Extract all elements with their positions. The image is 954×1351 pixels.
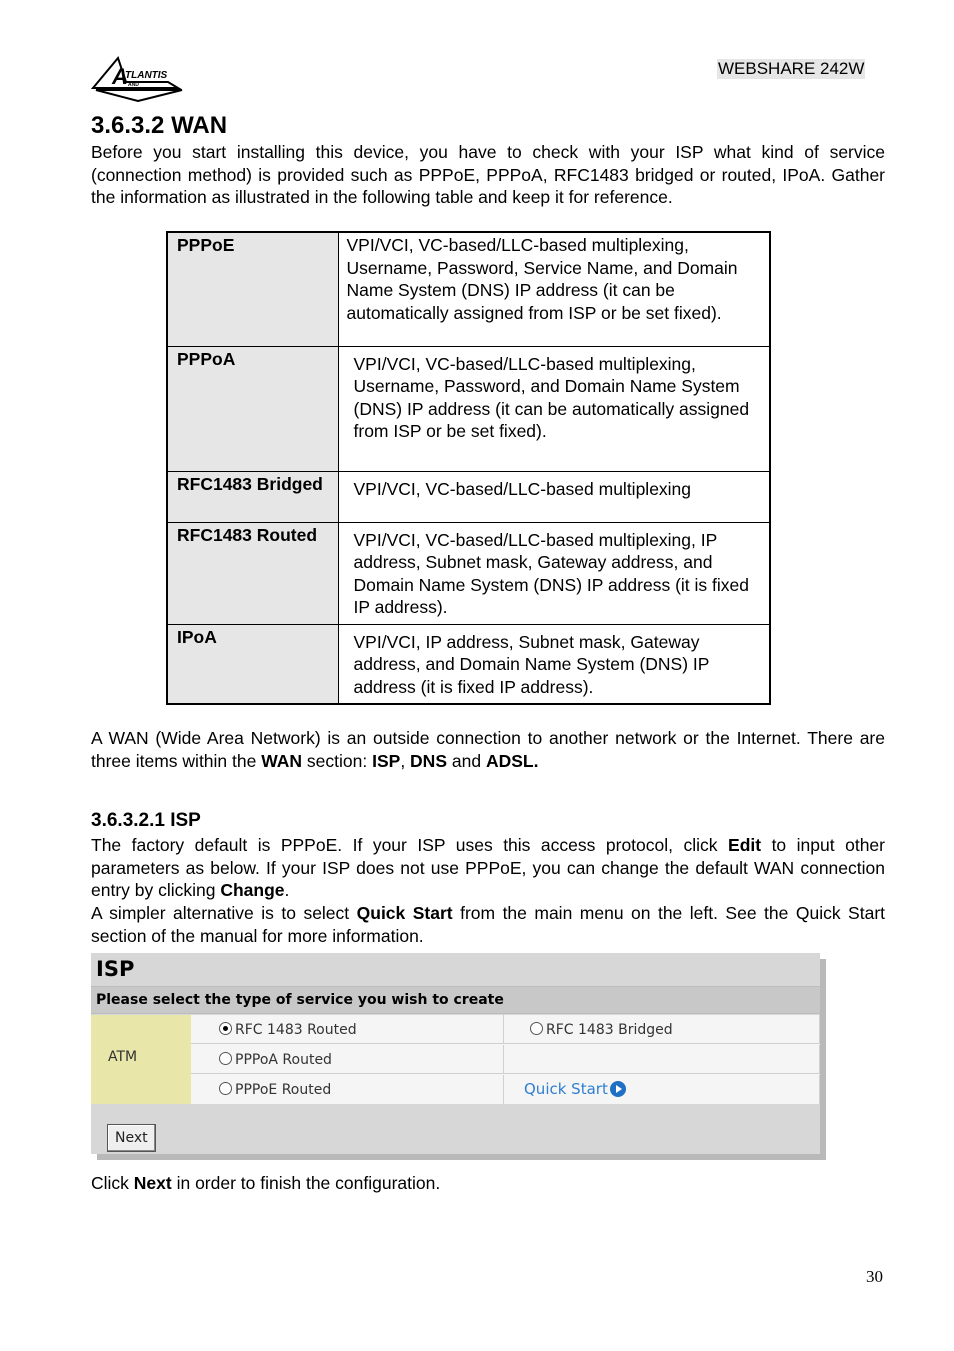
next-button[interactable]: Next <box>107 1124 156 1152</box>
info-cell: VPI/VCI, VC-based/LLC-based multiplexing, Username, Password, and Domain Name System (DNS) IP address (it can be automatically assigned from ISP or be set fixed). <box>338 346 770 471</box>
text-run: to input other parameters as below. If your ISP does not use PPPoE, you can change the default WAN connection entry by clicking <box>91 835 885 900</box>
page-number: 30 <box>866 1267 883 1286</box>
table-row <box>167 232 770 346</box>
svg-text:TLANTIS: TLANTIS <box>125 70 168 81</box>
quick-start-cell[interactable] <box>504 1075 820 1104</box>
bold-wan: WAN <box>261 750 303 771</box>
method-cell: PPPoE <box>167 232 338 346</box>
isp-subtitle: Please select the type of service you wish to create <box>96 992 504 1008</box>
table-row <box>167 471 770 522</box>
bold-edit: Edit <box>728 835 762 855</box>
label-rfc-routed: RFC 1483 Routed <box>235 1022 357 1038</box>
radio-rfc-bridged[interactable] <box>530 1022 543 1035</box>
bold-quick-start: Quick Start <box>356 903 453 923</box>
wan-paragraph <box>91 727 885 772</box>
radio-pppoe-routed[interactable] <box>219 1082 232 1095</box>
quick-start-link[interactable]: Quick Start <box>524 1080 608 1098</box>
label-pppoa-routed: PPPoA Routed <box>235 1052 332 1068</box>
closing-paragraph <box>91 1172 885 1195</box>
product-name: WEBSHARE 242W <box>718 59 865 78</box>
isp-paragraph <box>91 834 885 902</box>
option-cell[interactable] <box>191 1015 504 1044</box>
option-cell[interactable] <box>504 1015 820 1044</box>
method-cell: PPPoA <box>167 346 338 471</box>
text-run: section: <box>302 750 373 771</box>
info-cell: VPI/VCI, VC-based/LLC-based multiplexing, IP address, Subnet mask, Gateway address, and Domain Name System (DNS) IP address (it is fixed IP address). <box>338 522 770 624</box>
intro-paragraph: Before you start installing this device, you have to check with your ISP what kind of service (connection method) is provided such as PPPoE, PPPoA, RFC1483 bridged or routed, IPoA. Gather the information as illustrated in the following table and keep it for reference. <box>91 142 885 207</box>
bold-adsl: ADSL. <box>485 750 539 771</box>
bold-next: Next <box>133 1173 172 1193</box>
isp-subtitle-bar <box>91 986 820 1014</box>
atlantis-land-logo <box>88 54 188 102</box>
isp-panel-title: ISP <box>96 957 135 981</box>
method-cell: IPoA <box>167 624 338 704</box>
bold-change: Change <box>220 880 285 900</box>
method-cell: RFC1483 Routed <box>167 522 338 624</box>
isp-panel <box>91 953 820 1154</box>
text-run: The factory default is PPPoE. If your ISP uses this access protocol, click <box>91 835 729 855</box>
service-options-grid <box>191 1015 820 1104</box>
bold-isp: ISP <box>372 750 401 771</box>
bold-dns: DNS <box>410 750 447 771</box>
info-cell: VPI/VCI, VC-based/LLC-based multiplexing <box>338 471 770 522</box>
radio-rfc-routed[interactable] <box>219 1022 232 1035</box>
svg-text:AND: AND <box>128 82 139 88</box>
text-run: and <box>447 750 486 771</box>
empty-cell <box>504 1045 820 1074</box>
label-rfc-bridged: RFC 1483 Bridged <box>546 1022 673 1038</box>
info-cell: VPI/VCI, VC-based/LLC-based multiplexing, Username, Password, Service Name, and Domain Name System (DNS) IP address (it can be automatically assigned from ISP or be set fixed). <box>338 232 770 346</box>
text-run: Click <box>91 1173 134 1193</box>
subsection-title: 3.6.3.2.1 ISP <box>91 810 201 831</box>
atm-cell <box>91 1015 191 1104</box>
table-row <box>167 522 770 624</box>
option-cell[interactable] <box>191 1075 504 1104</box>
table-row <box>167 624 770 704</box>
atm-label: ATM <box>108 1049 138 1065</box>
text-run: A WAN (Wide Area Network) is an outside connection to another network or the Internet. There are three items within the <box>91 728 885 771</box>
option-cell[interactable] <box>191 1045 504 1074</box>
section-title: 3.6.3.2 WAN <box>91 112 228 139</box>
arrow-right-icon[interactable] <box>610 1081 626 1097</box>
table-row <box>167 346 770 471</box>
radio-pppoa-routed[interactable] <box>219 1052 232 1065</box>
svg-text:A: A <box>112 64 128 89</box>
connection-methods-table <box>166 231 771 705</box>
text-run: from the main menu on the left. See the Quick Start section of the manual for more information. <box>91 903 886 946</box>
text-run: in order to finish the configuration. <box>171 1173 441 1193</box>
label-pppoe-routed: PPPoE Routed <box>235 1082 332 1098</box>
text-run: , <box>400 750 411 771</box>
text-run: A simpler alternative is to select <box>91 903 357 923</box>
method-cell: RFC1483 Bridged <box>167 471 338 522</box>
quick-start-paragraph <box>91 902 885 947</box>
text-run: . <box>284 880 290 900</box>
info-cell: VPI/VCI, IP address, Subnet mask, Gateway address, and Domain Name System (DNS) IP address (it is fixed IP address). <box>338 624 770 704</box>
